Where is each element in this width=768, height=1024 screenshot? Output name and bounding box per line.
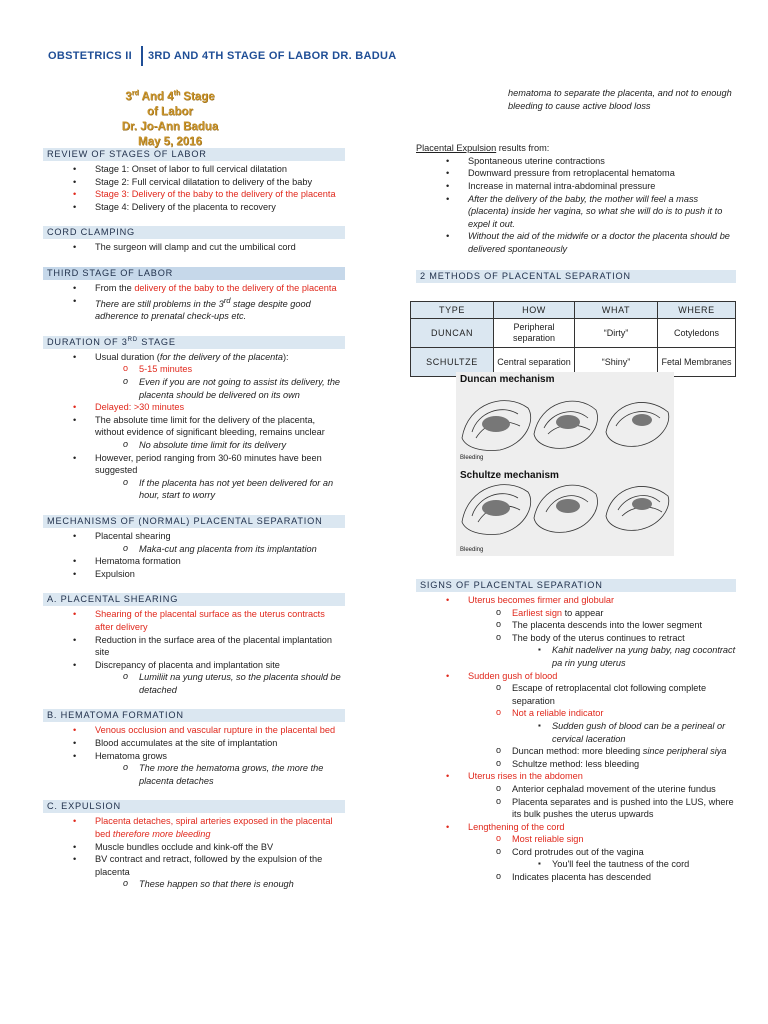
- list-item: • Venous occlusion and vascular rupture in the placental bed: [43, 724, 345, 737]
- list-item: • Increase in maternal intra-abdominal pressure: [416, 180, 736, 193]
- list-item: • Lengthening of the cord: [416, 821, 736, 834]
- list-item: • The surgeon will clamp and cut the umbilical cord: [43, 241, 345, 254]
- table-cell: SCHULTZE: [411, 348, 494, 377]
- list-item: o The body of the uterus continues to retract: [416, 632, 736, 645]
- course-title: OBSTETRICS II: [48, 50, 132, 62]
- list-item: • Stage 2: Full cervical dilatation to delivery of the baby: [43, 176, 345, 189]
- list-item: • From the delivery of the baby to the delivery of the placenta: [43, 282, 345, 295]
- table-cell: Cotyledons: [658, 319, 736, 348]
- section-cord-heading: CORD CLAMPING: [43, 226, 345, 239]
- section-review-heading: REVIEW OF STAGES OF LABOR: [43, 148, 345, 161]
- list-item: o If the placenta has not yet been delivered for an hour, start to worry: [43, 477, 345, 502]
- table-header: WHAT: [575, 302, 658, 319]
- list-item: o Anterior cephalad movement of the uterine fundus: [416, 783, 736, 796]
- list-item: • Uterus becomes firmer and globular: [416, 594, 736, 607]
- list-item: • Discrepancy of placenta and implantation site: [43, 659, 345, 672]
- list-item: o Even if you are not going to assist its delivery, the placenta should be delivered on its own: [43, 376, 345, 401]
- list-item: • Muscle bundles occlude and kink-off the BV: [43, 841, 345, 854]
- list-item: o Most reliable sign: [416, 833, 736, 846]
- table-header: WHERE: [658, 302, 736, 319]
- list-item: o 5-15 minutes: [43, 363, 345, 376]
- separation-table: [410, 301, 736, 377]
- right-column-bottom: [416, 579, 736, 884]
- list-item: ▪ You'll feel the tautness of the cord: [416, 858, 736, 871]
- table-header-row: [411, 302, 736, 319]
- section-expulsion-heading: C. EXPULSION: [43, 800, 345, 813]
- table-cell: “Shiny”: [575, 348, 658, 377]
- list-item: • The absolute time limit for the delivery of the placenta, without evidence of significant bleeding, remains unclear: [43, 414, 345, 439]
- expulsion-intro: Placental Expulsion results from:: [416, 143, 550, 154]
- section-methods-heading: 2 METHODS OF PLACENTAL SEPARATION: [416, 270, 736, 283]
- list-item: • Stage 1: Onset of labor to full cervical dilatation: [43, 163, 345, 176]
- review-list: [43, 163, 345, 213]
- list-item: • Reduction in the surface area of the placental implantation site: [43, 634, 345, 659]
- list-item: • Usual duration (for the delivery of the placenta):: [43, 351, 345, 364]
- list-item: • Blood accumulates at the site of implantation: [43, 737, 345, 750]
- schultze-caption: Schultze mechanism: [460, 470, 559, 481]
- list-item: • Stage 3: Delivery of the baby to the delivery of the placenta: [43, 188, 345, 201]
- list-item: • Without the aid of the midwife or a doctor the placenta should be delivered spontaneously: [416, 230, 736, 255]
- continued-text: hematoma to separate the placenta, and not to enough bleeding to cause active blood loss: [508, 88, 732, 111]
- right-column-top: [416, 87, 736, 285]
- list-item: • Placental shearing: [43, 530, 345, 543]
- list-item: ▪ Sudden gush of blood can be a perineal or cervical laceration: [416, 720, 736, 745]
- section-shearing-heading: A. PLACENTAL SHEARING: [43, 593, 345, 606]
- section-third-stage-heading: THIRD STAGE OF LABOR: [43, 267, 345, 280]
- bleeding-label: Bleeding: [460, 547, 484, 553]
- table-cell: DUNCAN: [411, 319, 494, 348]
- lecture-topic: 3RD AND 4TH STAGE OF LABOR DR. BADUA: [148, 50, 397, 62]
- list-item: o Maka-cut ang placenta from its implantation: [43, 543, 345, 556]
- bleeding-label: Bleeding: [460, 455, 484, 461]
- list-item: • Downward pressure from retroplacental hematoma: [416, 167, 736, 180]
- list-item: o Placenta separates and is pushed into the LUS, where its bulk pushes the uterus upwards: [416, 796, 736, 821]
- list-item: o The placenta descends into the lower segment: [416, 619, 736, 632]
- list-item: • After the delivery of the baby, the mother will feel a mass (placenta) inside her vagina, so what she will do is to push it to expel it out.: [416, 193, 736, 231]
- list-item: • Delayed: >30 minutes: [43, 401, 345, 414]
- list-item: • Placenta detaches, spiral arteries exposed in the placental bed therefore more bleeding: [43, 815, 345, 840]
- list-item: • Shearing of the placental surface as the uterus contracts after delivery: [43, 608, 345, 633]
- list-item: o Escape of retroplacental clot following complete separation: [416, 682, 736, 707]
- list-item: • Hematoma grows: [43, 750, 345, 763]
- section-mechanisms-heading: MECHANISMS OF (NORMAL) PLACENTAL SEPARATION: [43, 515, 345, 528]
- separation-table-wrap: [410, 301, 736, 377]
- list-item: • Expulsion: [43, 568, 345, 581]
- list-item: o Earliest sign to appear: [416, 607, 736, 620]
- list-item: o Lumiliit na yung uterus, so the placenta should be detached: [43, 671, 345, 696]
- separation-mechanism-figure: [456, 372, 674, 556]
- list-item: o Schultze method: less bleeding: [416, 758, 736, 771]
- title-line-1: 3rd And 4th Stage of Labor: [125, 90, 215, 118]
- list-item: • BV contract and retract, followed by the expulsion of the placenta: [43, 853, 345, 878]
- list-item: • Spontaneous uterine contractions: [416, 155, 736, 168]
- table-cell: Central separation: [494, 348, 575, 377]
- table-header: HOW: [494, 302, 575, 319]
- list-item: o Cord protrudes out of the vagina: [416, 846, 736, 859]
- table-header: TYPE: [411, 302, 494, 319]
- table-row: [411, 319, 736, 348]
- duncan-caption: Duncan mechanism: [460, 374, 555, 385]
- section-signs-heading: SIGNS OF PLACENTAL SEPARATION: [416, 579, 736, 592]
- section-duration-heading: DURATION OF 3RD STAGE: [43, 336, 345, 349]
- list-item: o These happen so that there is enough: [43, 878, 345, 891]
- list-item: • Uterus rises in the abdomen: [416, 770, 736, 783]
- list-item: o Not a reliable indicator: [416, 707, 736, 720]
- mechanism-illustration: [456, 372, 674, 556]
- left-column: [43, 148, 345, 891]
- list-item: • Stage 4: Delivery of the placenta to recovery: [43, 201, 345, 214]
- list-item: • Hematoma formation: [43, 555, 345, 568]
- list-item: o Duncan method: more bleeding since peripheral siya: [416, 745, 736, 758]
- table-cell: Fetal Membranes: [658, 348, 736, 377]
- list-item: ▪ Kahit nadeliver na yung baby, nag cocontract pa rin yung uterus: [416, 644, 736, 669]
- list-item: • There are still problems in the 3rd stage despite good adherence to prenatal check-ups etc.: [43, 295, 345, 323]
- list-item: o No absolute time limit for its delivery: [43, 439, 345, 452]
- list-item: • However, period ranging from 30-60 minutes have been suggested: [43, 452, 345, 477]
- section-hematoma-heading: B. HEMATOMA FORMATION: [43, 709, 345, 722]
- header-divider: [141, 46, 143, 66]
- table-cell: Peripheral separation: [494, 319, 575, 348]
- title-date: May 5, 2016: [138, 135, 202, 148]
- list-item: o Indicates placenta has descended: [416, 871, 736, 884]
- list-item: • Sudden gush of blood: [416, 670, 736, 683]
- document-title: [120, 86, 220, 150]
- title-author: Dr. Jo-Ann Badua: [121, 120, 219, 133]
- list-item: o The more the hematoma grows, the more the placenta detaches: [43, 762, 345, 787]
- table-cell: “Dirty”: [575, 319, 658, 348]
